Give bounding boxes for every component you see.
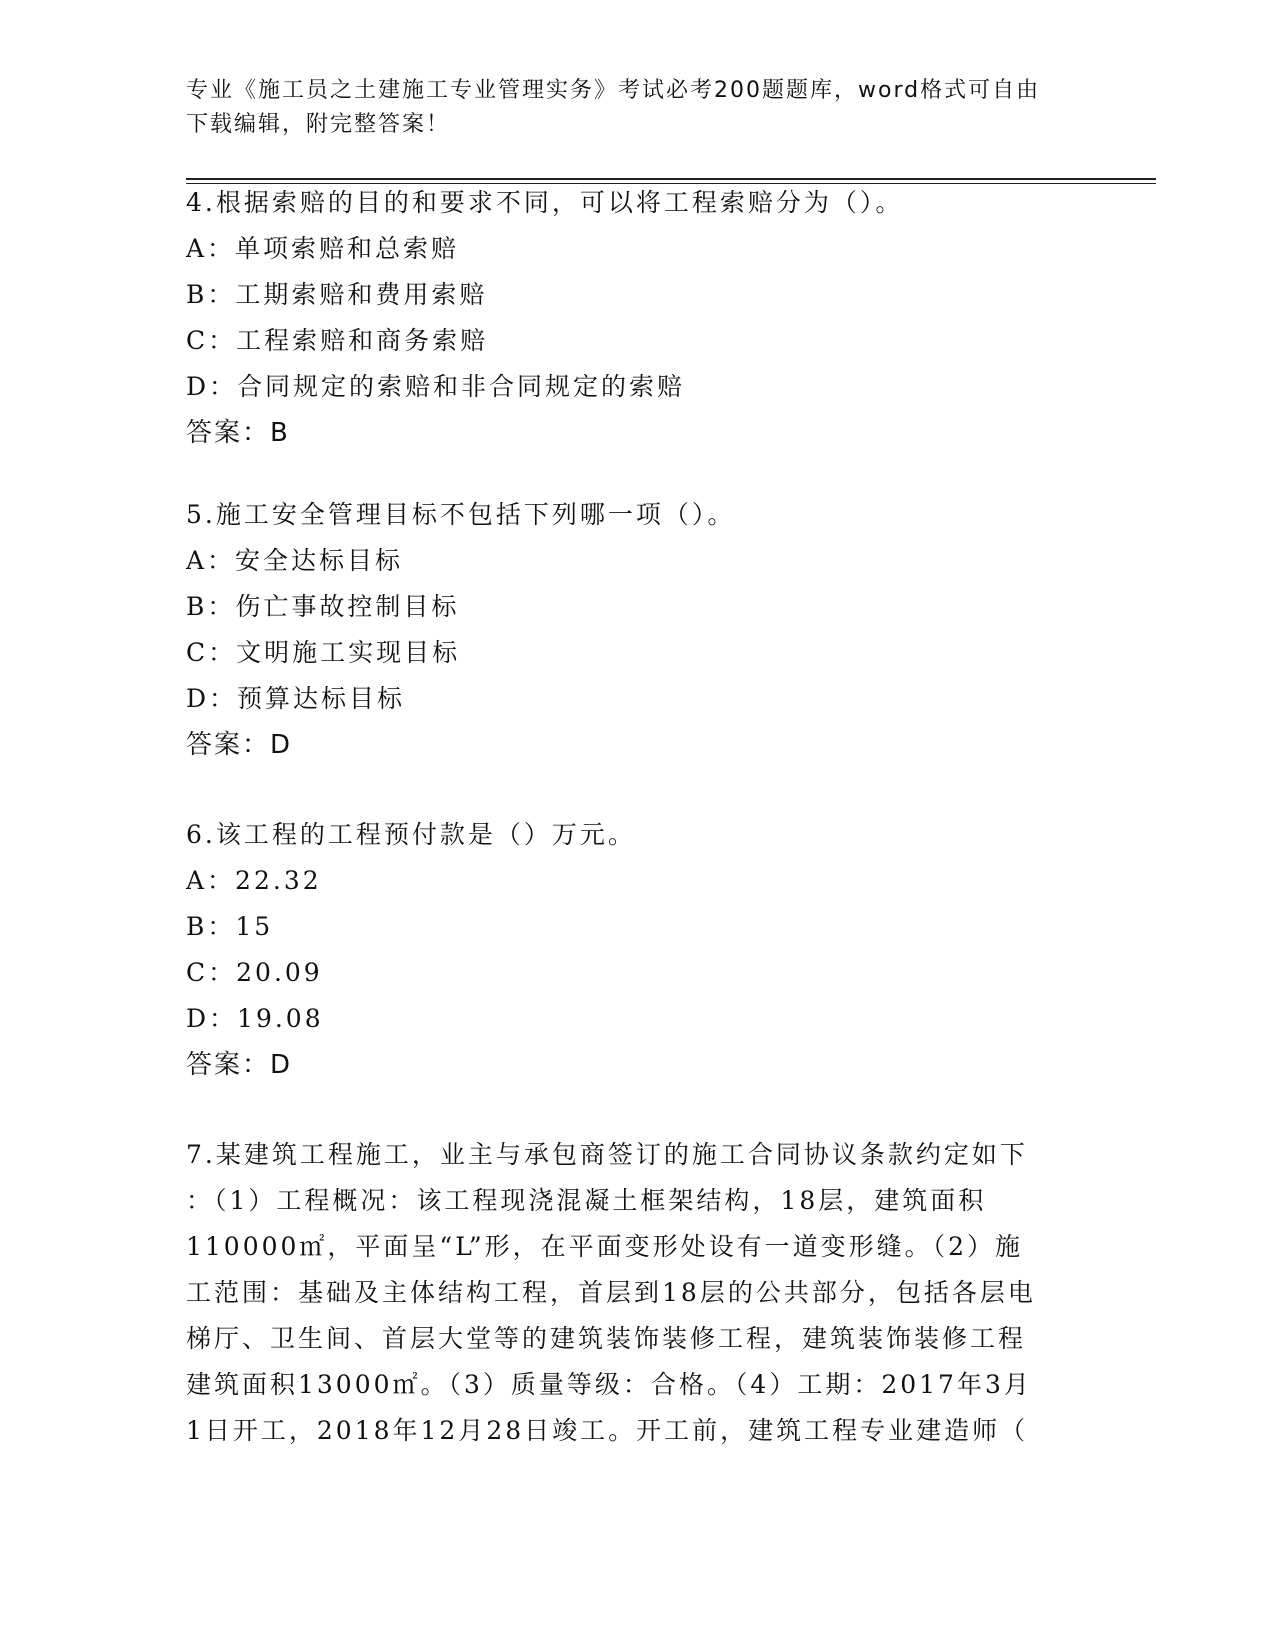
option-b: B：15 [186, 912, 274, 941]
answer: 答案：D [186, 730, 293, 760]
option-b: B：伤亡事故控制目标 [186, 592, 460, 621]
question-7-line-5: 梯厅、卫生间、首层大堂等的建筑装饰装修工程，建筑装饰装修工程 [186, 1324, 1027, 1353]
question-5 [186, 492, 1066, 768]
option-d: D：预算达标目标 [186, 684, 406, 713]
document-header [186, 74, 1066, 142]
question-7-line-1: 7.某建筑工程施工，业主与承包商签订的施工合同协议条款约定如下 [186, 1140, 1028, 1169]
option-c: C：20.09 [186, 958, 323, 987]
option-d: D：合同规定的索赔和非合同规定的索赔 [186, 372, 686, 401]
question-7-line-2: ：（1）工程概况：该工程现浇混凝土框架结构，18层，建筑面积 [186, 1186, 987, 1215]
option-c: C：文明施工实现目标 [186, 638, 461, 667]
question-7-line-3: 110000㎡，平面呈“L”形，在平面变形处设有一道变形缝。（2）施 [186, 1232, 1024, 1261]
question-7-line-7: 1日开工，2018年12月28日竣工。开工前，建筑工程专业建造师（ [186, 1416, 1029, 1445]
option-d: D：19.08 [186, 1004, 324, 1033]
question-stem: 5.施工安全管理目标不包括下列哪一项（）。 [186, 500, 736, 529]
question-stem: 6.该工程的工程预付款是（）万元。 [186, 820, 636, 849]
option-c: C：工程索赔和商务索赔 [186, 326, 489, 355]
option-a: A：安全达标目标 [186, 546, 404, 575]
question-4 [186, 180, 1066, 456]
question-7 [186, 1132, 1066, 1454]
question-7-line-6: 建筑面积13000㎡。（3）质量等级：合格。（4）工期：2017年3月 [186, 1370, 1032, 1399]
question-stem: 4.根据索赔的目的和要求不同，可以将工程索赔分为（）。 [186, 188, 904, 217]
option-a: A：单项索赔和总索赔 [186, 234, 460, 263]
option-b: B：工期索赔和费用索赔 [186, 280, 488, 309]
question-6 [186, 812, 1066, 1088]
header-title-line-1: 专业《施工员之土建施工专业管理实务》考试必考200题题库，word格式可自由 [186, 78, 1041, 103]
question-7-line-4: 工范围：基础及主体结构工程，首层到18层的公共部分，包括各层电 [186, 1278, 1036, 1307]
answer: 答案：D [186, 1050, 293, 1080]
option-a: A：22.32 [186, 866, 322, 895]
header-title-line-2: 下载编辑，附完整答案！ [186, 112, 451, 137]
answer: 答案：B [186, 418, 290, 448]
